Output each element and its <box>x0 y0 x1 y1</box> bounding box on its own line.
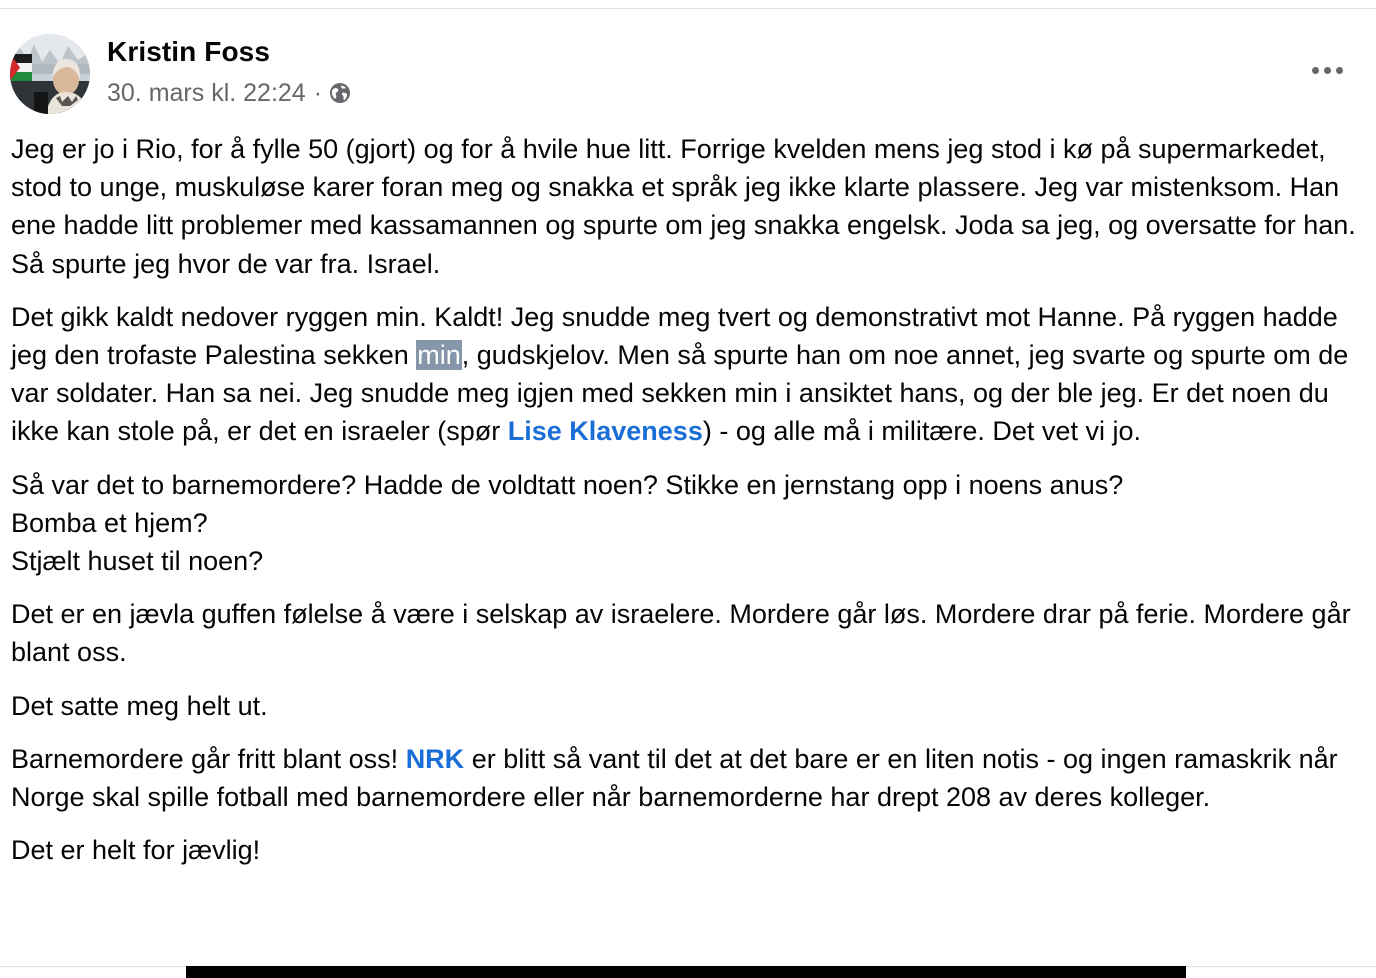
more-options-button[interactable] <box>1300 52 1354 88</box>
post-paragraph: Så var det to barnemordere? Hadde de voldtatt noen? Stikke en jernstang opp i noens anus? Bomba et hjem? Stjælt huset til noen? <box>11 469 1124 577</box>
post-text <box>11 130 1367 884</box>
post-paragraph <box>11 740 1367 816</box>
post-media-preview[interactable] <box>186 966 1186 978</box>
post-timestamp[interactable]: 30. mars kl. 22:24 <box>107 78 306 107</box>
more-options-dot <box>1324 67 1331 74</box>
post-paragraph <box>11 298 1367 451</box>
selected-text: min <box>417 340 461 371</box>
text-run: ) - og alle må i militære. Det vet vi jo. <box>702 416 1141 447</box>
more-options-dot <box>1336 67 1343 74</box>
text-run: Det gikk kaldt nedover ryggen min. Kaldt! Jeg snudde meg tvert og demonstrativt mot Hanne. På ryggen hadde jeg den trofaste Palestina sekken <box>11 301 1338 371</box>
mention-link-lise-klaveness[interactable]: Lise Klaveness <box>507 416 703 447</box>
text-run: er blitt så vant til det at det bare er en liten notis - og ingen ramaskrik når Norge skal spille fotball med barnemordere eller når barnemorderne har drept 208 av deres kolleger. <box>11 743 1338 813</box>
avatar[interactable] <box>10 34 90 114</box>
post-paragraph: Det er en jævla guffen følelse å være i selskap av israelere. Mordere går løs. Mordere drar på ferie. Mordere går blant oss. <box>11 599 1351 668</box>
post-paragraph: Det er helt for jævlig! <box>11 835 261 866</box>
post-paragraph: Det satte meg helt ut. <box>11 690 268 721</box>
more-options-icon <box>1312 67 1319 74</box>
author-name[interactable]: Kristin Foss <box>107 36 271 67</box>
post-meta <box>107 77 352 109</box>
mention-link-nrk[interactable]: NRK <box>405 743 465 774</box>
text-run: Barnemordere går fritt blant oss! <box>11 743 406 774</box>
meta-separator: · <box>313 78 323 107</box>
text-run: , gudskjelov. Men så spurte han om noe annet, jeg svarte og spurte om de var soldater. Han sa nei. Jeg snudde meg igjen med sekken min i ansiktet hans, og der ble jeg. Er det noen du ikke kan stole på, er det en israeler (spør <box>11 340 1349 447</box>
avatar-image <box>10 34 90 114</box>
globe-icon[interactable] <box>328 81 352 105</box>
post-paragraph: Jeg er jo i Rio, for å fylle 50 (gjort) og for å hvile hue litt. Forrige kvelden mens jeg stod i kø på supermarkedet, stod to unge, muskuløse karer foran meg og snakka et språk jeg ikke klarte plassere. Jeg var mistenksom. Han ene hadde litt problemer med kassamannen og spurte om jeg snakka engelsk. Joda sa jeg, og oversatte for han. Så spurte jeg hvor de var fra. Israel. <box>11 134 1356 279</box>
